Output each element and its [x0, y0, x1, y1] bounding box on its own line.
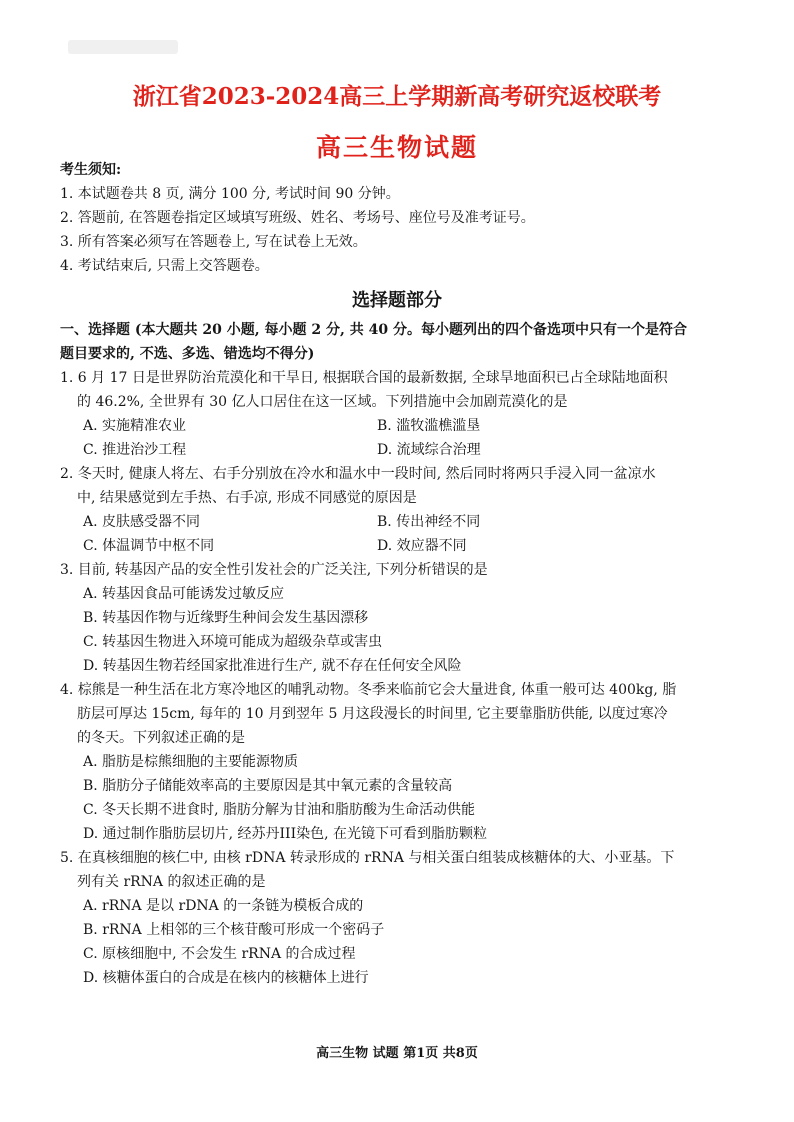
part-intro-line: 题目要求的, 不选、多选、错选均不得分) — [60, 346, 315, 362]
question-3-stem: 3. 目前, 转基因产品的安全性引发社会的广泛关注, 下列分析错误的是 — [60, 562, 488, 578]
option-a: A. 皮肤感受器不同 — [83, 514, 201, 530]
notes-heading: 考生须知: — [60, 162, 122, 178]
question-5-stem: 列有关 rRNA 的叙述正确的是 — [77, 874, 266, 890]
option-b: B. 转基因作物与近缘野生种间会发生基因漂移 — [83, 610, 369, 626]
option-d: D. 核糖体蛋白的合成是在核内的核糖体上进行 — [83, 970, 369, 986]
question-1-stem: 的 46.2%, 全世界有 30 亿人口居住在这一区域。下列措施中会加剧荒漠化的是 — [77, 394, 568, 410]
option-b: B. 脂肪分子储能效率高的主要原因是其中氧元素的含量较高 — [83, 778, 453, 794]
option-a: A. 实施精准农业 — [83, 418, 187, 434]
exam-subtitle: 高三生物试题 — [315, 133, 478, 162]
option-d: D. 流域综合治理 — [377, 442, 481, 458]
part-intro-line: 一、选择题 (本大题共 20 小题, 每小题 2 分, 共 40 分。每小题列出的四个备选项中只有一个是符合 — [60, 322, 687, 338]
question-2-stem: 中, 结果感觉到左手热、右手凉, 形成不同感觉的原因是 — [77, 490, 417, 506]
question-2-stem: 2. 冬天时, 健康人将左、右手分别放在冷水和温水中一段时间, 然后同时将两只手浸入同一盆凉水 — [60, 466, 656, 482]
option-c: C. 转基因生物进入环境可能成为超级杂草或害虫 — [83, 634, 383, 650]
option-a: A. rRNA 是以 rDNA 的一条链为模板合成的 — [83, 898, 364, 914]
option-b: B. rRNA 上相邻的三个核苷酸可形成一个密码子 — [83, 922, 385, 938]
question-2-options — [60, 534, 740, 558]
option-c: C. 推进治沙工程 — [83, 442, 187, 458]
option-c: C. 体温调节中枢不同 — [83, 538, 215, 554]
question-1-stem: 1. 6 月 17 日是世界防治荒漠化和干旱日, 根据联合国的最新数据, 全球旱地面积已占全球陆地面积 — [60, 370, 668, 386]
note-item: 4. 考试结束后, 只需上交答题卷。 — [60, 258, 269, 274]
option-d: D. 效应器不同 — [377, 538, 467, 554]
page-footer: 高三生物 试题 第1页 共8页 — [316, 1046, 478, 1061]
option-c: C. 原核细胞中, 不会发生 rRNA 的合成过程 — [83, 946, 356, 962]
question-2-options — [60, 510, 740, 534]
note-item: 3. 所有答案必须写在答题卷上, 写在试卷上无效。 — [60, 234, 367, 250]
candidate-notes — [60, 158, 740, 278]
question-1-options — [60, 438, 740, 462]
option-c: C. 冬天长期不进食时, 脂肪分解为甘油和脂肪酸为生命活动供能 — [83, 802, 476, 818]
option-a: A. 转基因食品可能诱发过敏反应 — [83, 586, 285, 602]
question-4-stem: 肪层可厚达 15cm, 每年的 10 月到翌年 5 月这段漫长的时间里, 它主要靠脂肪供能, 以度过寒冷 — [77, 706, 668, 722]
option-d: D. 通过制作脂肪层切片, 经苏丹III染色, 在光镜下可看到脂肪颗粒 — [83, 826, 488, 842]
scan-watermark — [68, 40, 178, 54]
question-1-options — [60, 414, 740, 438]
option-b: B. 传出神经不同 — [377, 514, 481, 530]
exam-title: 浙江省2023-2024高三上学期新高考研究返校联考 — [132, 83, 662, 110]
option-b: B. 滥牧滥樵滥垦 — [377, 418, 481, 434]
question-4-stem: 的冬天。下列叙述正确的是 — [77, 730, 245, 746]
question-5-stem: 5. 在真核细胞的核仁中, 由核 rDNA 转录形成的 rRNA 与相关蛋白组装成核糖体的大、小亚基。下 — [60, 850, 675, 866]
note-item: 2. 答题前, 在答题卷指定区域填写班级、姓名、考场号、座位号及准考证号。 — [60, 210, 535, 226]
question-4-stem: 4. 棕熊是一种生活在北方寒冷地区的哺乳动物。冬季来临前它会大量进食, 体重一般可达 400kg, 脂 — [60, 682, 677, 698]
option-d: D. 转基因生物若经国家批准进行生产, 就不存在任何安全风险 — [83, 658, 462, 674]
section-title: 选择题部分 — [352, 290, 442, 311]
option-a: A. 脂肪是棕熊细胞的主要能源物质 — [83, 754, 299, 770]
note-item: 1. 本试题卷共 8 页, 满分 100 分, 考试时间 90 分钟。 — [60, 186, 400, 202]
questions-area — [60, 318, 740, 990]
